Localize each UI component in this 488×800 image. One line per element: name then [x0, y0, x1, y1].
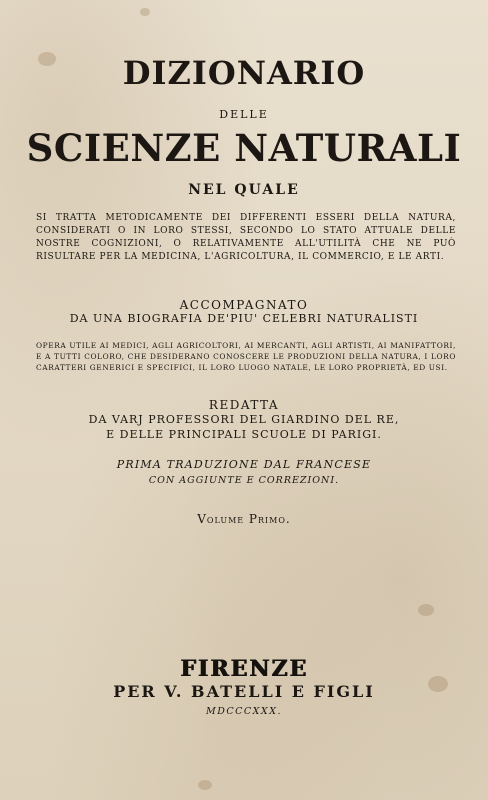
translation-line-1: PRIMA TRADUZIONE DAL FRANCESE — [116, 458, 372, 471]
accompanied-heading: ACCOMPAGNATO — [179, 298, 309, 312]
foxing-spot — [140, 8, 150, 16]
nel-quale: NEL QUALE — [188, 182, 300, 198]
audience-paragraph: OPERA UTILE AI MEDICI, AGLI AGRICOLTORI, AI MERCANTI, AGLI ARTISTI, AI MANIFATTORI, E A TUTTI COLORO, CHE DESIDERANO CONOSCERE LE PRODUZIONI DELLA NATURA, I LORO CARATTERI GENERICI E SPECIFICI, IL LORO LUOGO NATALE, LE LORO PROPRIETÀ, ED USI. — [36, 341, 456, 372]
foxing-spot — [418, 604, 434, 616]
imprint-city: FIRENZE — [180, 656, 308, 682]
redatta-heading: REDATTA — [208, 398, 280, 412]
biography-line: DA UNA BIOGRAFIA DE'PIU' CELEBRI NATURALISTI — [69, 312, 419, 325]
main-title: DIZIONARIO — [122, 54, 366, 92]
translation-line-2: CON AGGIUNTE E CORREZIONI. — [148, 475, 340, 486]
subject-title: SCIENZE NATURALI — [26, 126, 462, 170]
editors-line-1: DA VARJ PROFESSORI DEL GIARDINO DEL RE, — [88, 413, 400, 426]
imprint-publisher: PER V. BATELLI E FIGLI — [113, 682, 375, 701]
description-paragraph: SI TRATTA METODICAMENTE DEI DIFFERENTI ESSERI DELLA NATURA, CONSIDERATI O IN LORO STESSI, SECONDO LO STATO ATTUALE DELLE NOSTRE COGNIZIONI, O RELATIVAMENTE ALL'UTILITÀ CHE NE PUÒ RISULTARE PER LA MEDICINA, L'AGRICOLTURA, IL COMMERCIO, E LE ARTI. — [36, 213, 456, 262]
volume-label: Volume Primo. — [197, 512, 291, 526]
imprint-year: MDCCCXXX. — [206, 706, 282, 717]
editors-line-2: E DELLE PRINCIPALI SCUOLE DI PARIGI. — [106, 428, 382, 441]
foxing-spot — [198, 780, 212, 790]
delle-connector: DELLE — [219, 108, 269, 121]
